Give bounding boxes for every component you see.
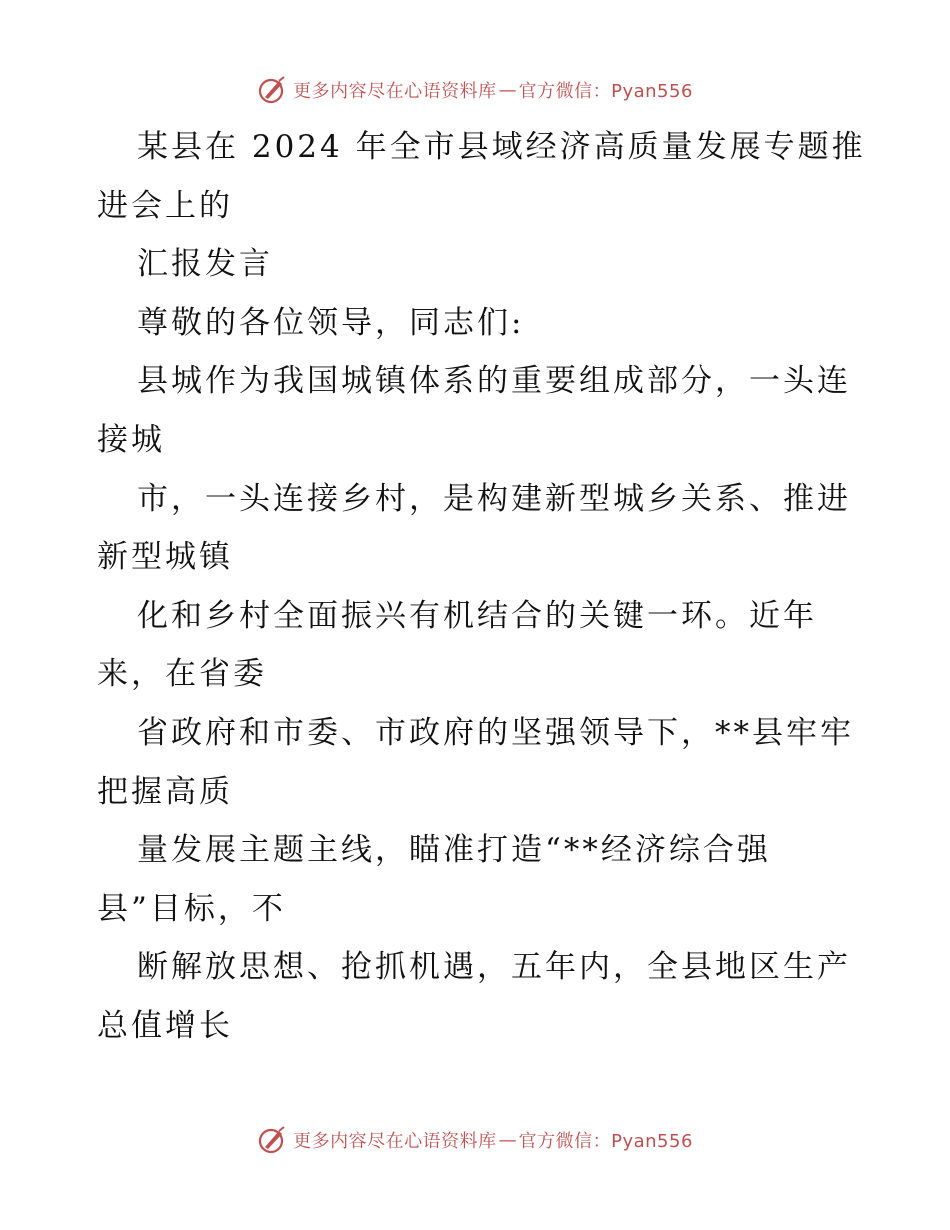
text-line: 量发展主题主线，瞄准打造“**经济综合强: [137, 832, 771, 869]
footer-watermark: [0, 1120, 950, 1160]
text-line: 汇报发言: [137, 246, 273, 283]
watermark-separator: —: [498, 79, 517, 101]
text-line: 新型城镇: [97, 539, 233, 576]
text-line: 化和乡村全面振兴有机结合的关键一环。近年: [137, 597, 817, 634]
quill-pen-logo-icon: [257, 75, 287, 105]
watermark-text: 更多内容尽在心语资料库: [293, 1131, 497, 1152]
watermark-separator: —: [498, 1129, 517, 1151]
document-body: [97, 118, 866, 1056]
quill-pen-logo-icon: [257, 1125, 287, 1155]
watermark-contact: 官方微信：Pyan556: [518, 1131, 693, 1152]
text-line: 县”目标，不: [97, 890, 286, 927]
text-line: 省政府和市委、市政府的坚强领导下，**县牢牢: [137, 714, 854, 751]
header-watermark: [0, 70, 950, 110]
text-line: 县城作为我国城镇体系的重要组成部分，一头连: [137, 363, 851, 400]
text-line: 接城: [97, 421, 165, 458]
watermark-contact: 官方微信：Pyan556: [518, 81, 693, 102]
watermark-text: 更多内容尽在心语资料库: [293, 81, 497, 102]
text-line: 市，一头连接乡村，是构建新型城乡关系、推进: [137, 480, 851, 517]
text-line: 尊敬的各位领导，同志们:: [137, 304, 525, 341]
text-line: 断解放思想、抢抓机遇，五年内，全县地区生产: [137, 949, 851, 986]
text-line: 把握高质: [97, 773, 233, 810]
text-line: 进会上的: [97, 187, 233, 224]
text-line: 来，在省委: [97, 656, 267, 693]
text-line: 总值增长: [97, 1007, 233, 1044]
text-line: 某县在 2024 年全市县域经济高质量发展专题推: [137, 129, 866, 165]
